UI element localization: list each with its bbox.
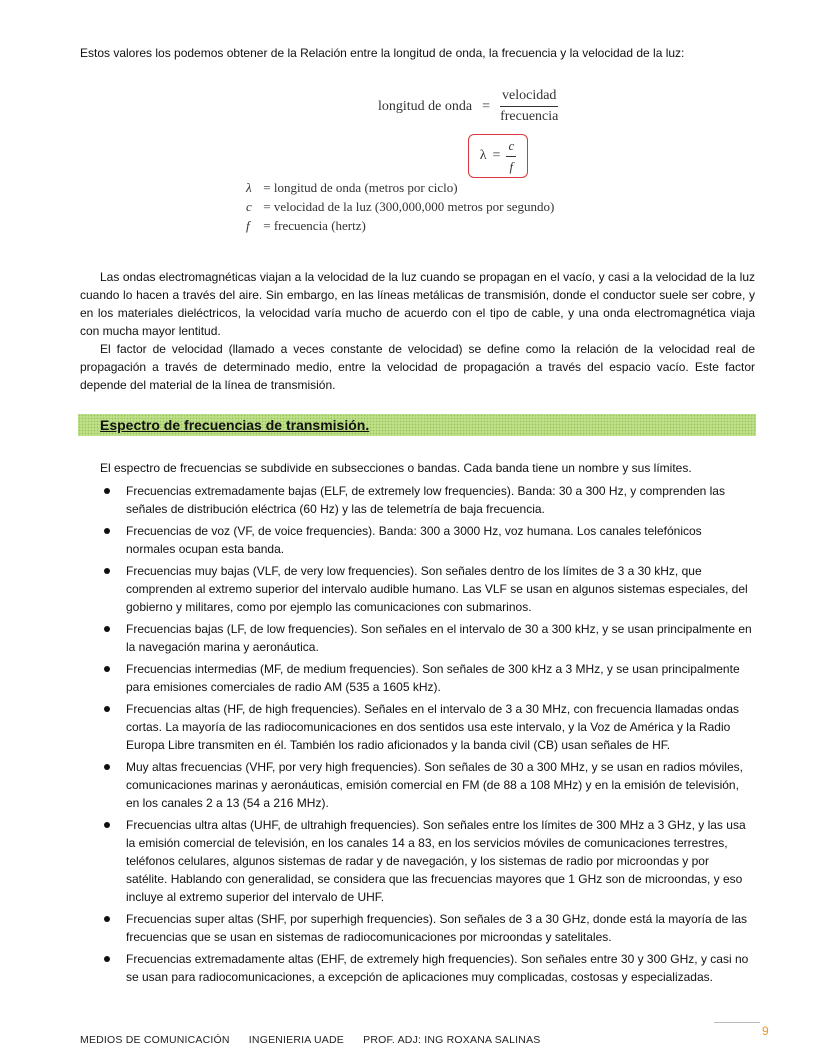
page-number-rule [714, 1022, 760, 1023]
list-item: Frecuencias super altas (SHF, por superhigh frequencies). Son señales de 3 a 30 GHz, donde está la mayoría de las frecuencias que se usan en sistemas de radiocomunicaciones por microondas y satelitales. [100, 910, 752, 946]
formula-equals: = [482, 98, 491, 114]
list-item: Frecuencias altas (HF, de high frequencies). Señales en el intervalo de 3 a 30 MHz, con frecuencia llamadas ondas cortas. La mayoría de las radiocomunicaciones en dos sentidos usa este intervalo, y la Voz de América y la Radio Europa Libre transmiten en él. También los radio aficionados y la banda civil (CB) usan señales de HF. [100, 700, 752, 754]
frequency-band-list [100, 482, 752, 990]
list-intro-text: El espectro de frecuencias se subdivide en subsecciones o bandas. Cada banda tiene un nombre y sus límites. [100, 461, 692, 475]
bullet-icon [104, 666, 110, 672]
bullet-icon [104, 626, 110, 632]
lambda-equals: = [492, 148, 501, 163]
lambda-numerator: c [506, 138, 516, 157]
formula-lhs: longitud de onda [378, 98, 473, 114]
list-item: Frecuencias intermedias (MF, de medium frequencies). Son señales de 300 kHz a 3 MHz, y se usan principalmente para emisiones comerciales de radio AM (535 a 1605 kHz). [100, 660, 752, 696]
lambda-symbol: λ [479, 148, 487, 163]
page-footer [80, 1034, 556, 1046]
paragraph-velocity-factor: El factor de velocidad (llamado a veces constante de velocidad) se define como la relación de la velocidad real de propagación a través de determinado medio, entre la velocidad de propagación a través del espacio vacío. Este factor depende del material de la línea de transmisión. [80, 342, 755, 392]
footer-school: INGENIERIA UADE [248, 1034, 344, 1046]
intro-text: Estos valores los podemos obtener de la Relación entre la longitud de onda, la frecuencia y la velocidad de la luz: [80, 46, 685, 60]
formula-numerator: velocidad [500, 88, 558, 107]
bullet-icon [104, 568, 110, 574]
bullet-icon [104, 956, 110, 962]
formula-fraction [500, 88, 558, 125]
footer-professor: PROF. ADJ: ING ROXANA SALINAS [363, 1034, 541, 1046]
list-item: Frecuencias muy bajas (VLF, de very low frequencies). Son señales dentro de los límites de 3 a 30 kHz, que comprenden al extremo superior del intervalo audible humano. Las VLF se usan en algunos sistemas especiales, del gobierno y militares, como por ejemplo las comunicaciones con submarinos. [100, 562, 752, 616]
bullet-icon [104, 528, 110, 534]
list-item: Frecuencias extremadamente altas (EHF, de extremely high frequencies). Son señales entre 30 y 300 GHz, y casi no se usan para radiocomunicaciones, a excepción de aplicaciones muy complicadas, costosas y especializadas. [100, 950, 752, 986]
formula-denominator: frecuencia [500, 109, 559, 124]
lambda-formula-highlight [468, 134, 528, 178]
list-item: Frecuencias bajas (LF, de low frequencies). Son señales en el intervalo de 30 a 300 kHz, y se usan principalmente en la navegación marina y aeronáutica. [100, 620, 752, 656]
footer-course: MEDIOS DE COMUNICACIÓN [80, 1034, 230, 1046]
bullet-icon [104, 706, 110, 712]
definition-lambda: λ = longitud de onda (metros por ciclo) [246, 180, 458, 195]
bullet-icon [104, 916, 110, 922]
bullet-icon [104, 488, 110, 494]
list-item: Frecuencias extremadamente bajas (ELF, de extremely low frequencies). Banda: 30 a 300 Hz, y comprenden las señales de distribución eléctrica (60 Hz) y las de telemetría de baja frecuencia. [100, 482, 752, 518]
paragraph-propagation: Las ondas electromagnéticas viajan a la velocidad de la luz cuando se propagan en el vacío, y casi a la velocidad de la luz cuando lo hacen a través del aire. Sin embargo, en las líneas metálicas de transmisión, donde el conductor suele ser cobre, y en los materiales dieléctricos, la velocidad varía mucho de acuerdo con el tipo de cable, y una onda electromagnética viaja con mucha mayor lentitud. [80, 270, 755, 338]
bullet-icon [104, 764, 110, 770]
bullet-icon [104, 822, 110, 828]
lambda-denominator: f [509, 158, 514, 174]
wavelength-formula [240, 82, 620, 242]
lambda-fraction [506, 138, 516, 175]
wavelength-word-formula [378, 88, 558, 125]
formula-definitions [246, 178, 554, 235]
list-item: Muy altas frecuencias (VHF, por very high frequencies). Son señales de 30 a 300 MHz, y se usan en radios móviles, comunicaciones marinas y aeronáuticas, emisión comercial en FM (de 88 a 108 MHz) y en la emisión de televisión, en los canales 2 a 13 (54 a 216 MHz). [100, 758, 752, 812]
list-item: Frecuencias ultra altas (UHF, de ultrahigh frequencies). Son señales entre los límites de 300 MHz a 3 GHz, y las usa la emisión comercial de televisión, en los canales 14 a 83, en los servicios móviles de comunicaciones terrestres, teléfonos celulares, algunos sistemas de radar y de navegación, y los sistemas de radio por microondas y por satélite. Hablando con generalidad, se considera que las frecuencias mayores que 1 GHz son de microondas, y eso incluye al extremo superior del intervalo de UHF. [100, 816, 752, 906]
definition-c: c = velocidad de la luz (300,000,000 metros por segundo) [246, 199, 555, 214]
page-number: 9 [762, 1024, 769, 1038]
section-heading: Espectro de frecuencias de transmisión. [100, 417, 370, 433]
definition-f: f = frecuencia (hertz) [246, 218, 366, 233]
list-item: Frecuencias de voz (VF, de voice frequencies). Banda: 300 a 3000 Hz, voz humana. Los canales telefónicos normales ocupan esta banda. [100, 522, 752, 558]
